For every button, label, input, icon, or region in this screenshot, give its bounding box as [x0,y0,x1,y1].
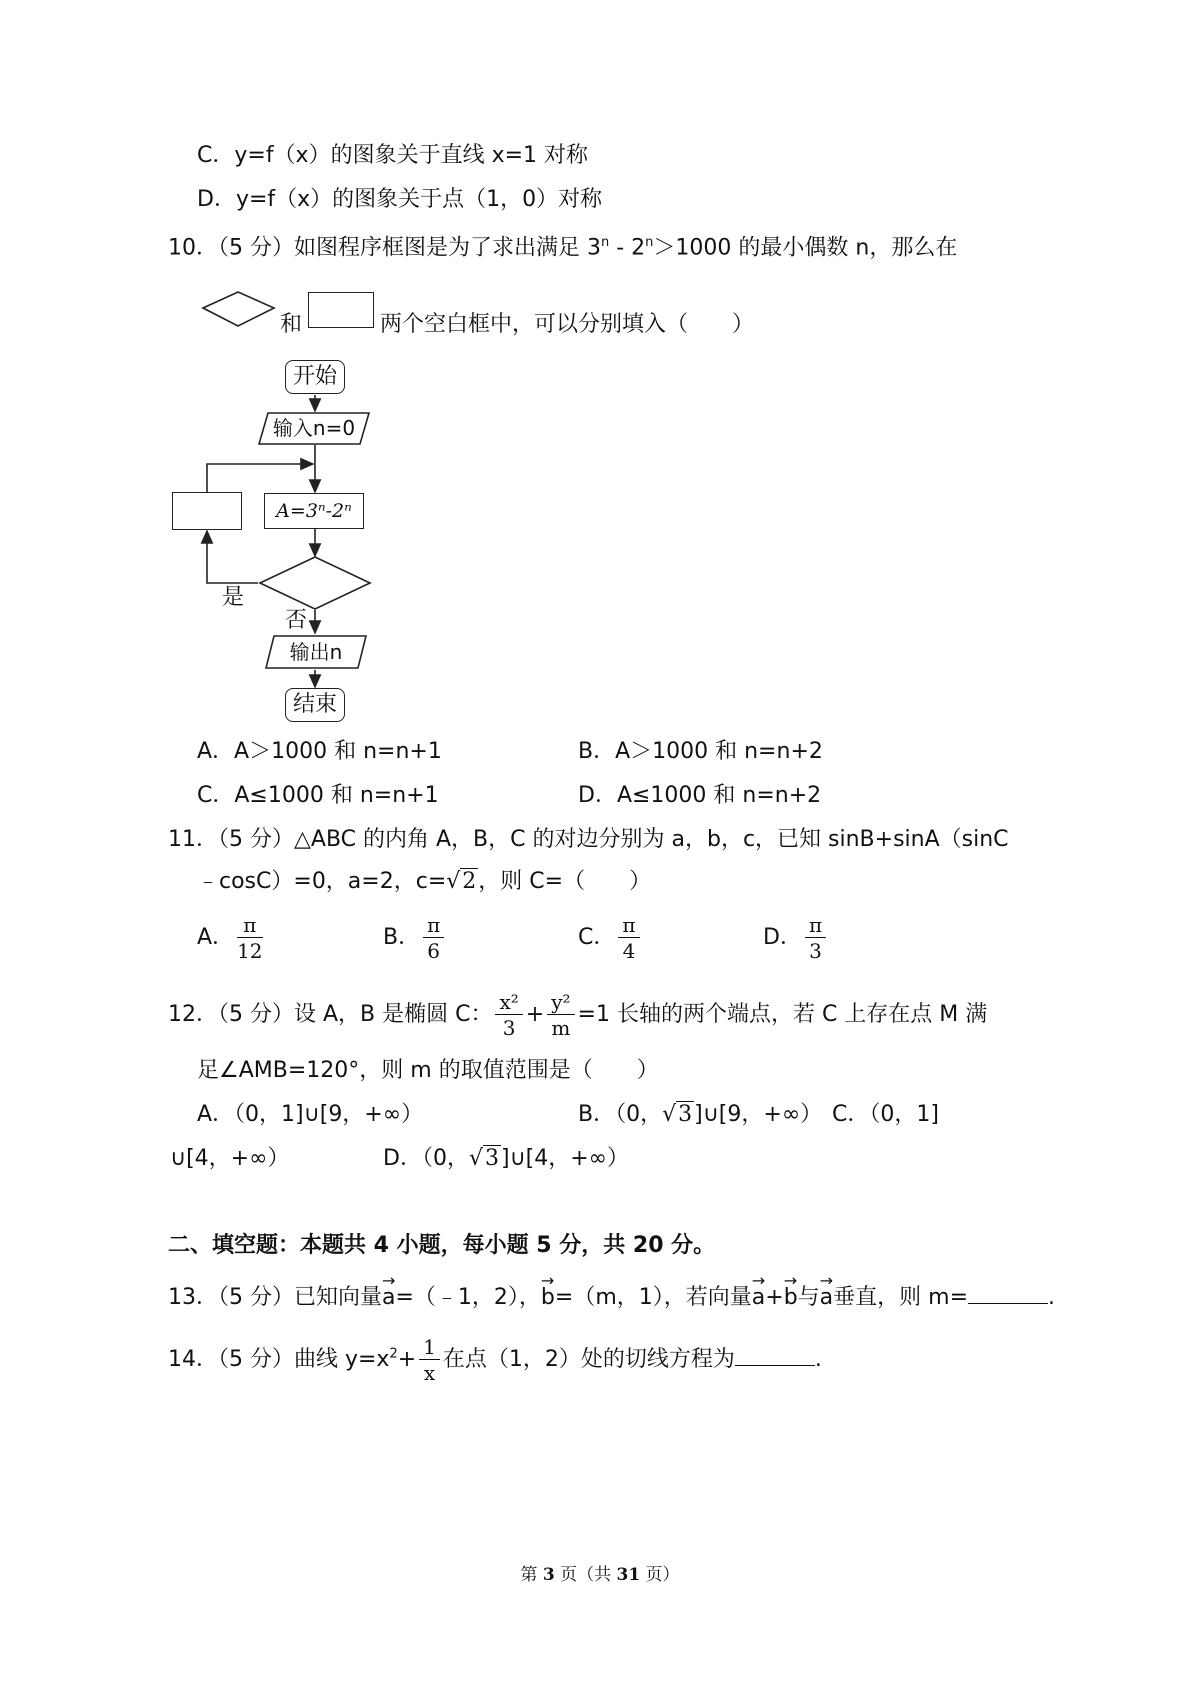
q12-stem-cont: 足∠AMB=120°，则 m 的取值范围是（ ） [197,1058,659,1083]
q11-option-a: A． $\frac{\pi}{12}$ [197,913,263,963]
flow-start: 开始 [285,360,345,394]
q12-option-a: A．（0，1]∪[9，+∞） [197,1102,424,1127]
q12-option-c-cont: ∪[4，+∞） [170,1146,290,1171]
flow-end: 结束 [285,688,345,722]
q14-stem: 14．（5 分）曲线 $y=x^2+$ $\frac{1}{x}$ 在点（1，2）处的切线方程为 . [168,1335,822,1385]
answer-blank [735,1345,815,1366]
flow-output: 输出n [265,635,367,669]
q10-and: 和 [280,312,303,337]
q12-option-c: C．（0，1] [832,1102,939,1127]
flow-input: 输入n=0 [258,412,370,445]
q10-sub-stem: 两个空白框中，可以分别填入（ ） [380,312,755,337]
flow-assign: A=3ⁿ-2ⁿ [264,493,364,529]
q9-option-d: D．y=f（x）的图象关于点（1，0）对称 [197,187,603,212]
q10-stem: 10．（5 分）如图程序框图是为了求出满足 $3^n - 2^n>1000$ 的最小偶数 n，那么在 [168,235,958,261]
q11-option-d: D． $\frac{\pi}{3}$ [763,915,829,961]
q10-option-b: B．A＞1000 和 n=n+2 [578,739,823,764]
section-2-title: 二、填空题：本题共 4 小题，每小题 5 分，共 20 分。 [168,1233,716,1258]
q9-option-c: C．y=f（x）的图象关于直线 x=1 对称 [197,143,589,168]
page-footer: 第 3 页（共 31 页） [520,1565,680,1585]
q11-option-b: B． $\frac{\pi}{6}$ [383,915,447,961]
answer-blank [968,1283,1048,1304]
flowchart-connectors [0,0,1200,760]
q10-option-a: A．A＞1000 和 n=n+1 [197,739,442,764]
sqrt-2: √2 [446,869,477,894]
flow-no-label: 否 [285,608,308,633]
decision-diamond [260,557,370,609]
flow-yes-label: 是 [222,585,245,610]
q13-stem: 13．（5 分）已知向量→ a=（﹣1，2），→ b=（m，1），若向量→ a+→ b与→ a垂直，则 m= . [168,1283,1055,1313]
q10-option-d: D．A≤1000 和 n=n+2 [578,783,822,808]
q12-stem: 12．（5 分）设 A，B 是椭圆 C： $\frac{\text{x²}}{3}$ + $\frac{\text{y²}}{m}$ =1 长轴的两个端点，若 C 上存在点 M 满 [168,990,988,1040]
q12-option-d: D．（0，√3]∪[4，+∞） [383,1146,630,1171]
q11-stem: 11．（5 分）△ABC 的内角 A，B，C 的对边分别为 a，b，c，已知 sinB+sinA（sinC [168,827,1009,852]
q10-option-c: C．A≤1000 和 n=n+1 [197,783,439,808]
q11-option-c: C． $\frac{\pi}{4}$ [578,915,643,961]
q12-option-b: B．（0，√3]∪[9，+∞） [578,1102,823,1127]
q11-stem-cont: ﹣cosC）=0，a=2，c=√2，则 C=（ ） [197,867,651,897]
flow-blank-box [172,492,242,530]
